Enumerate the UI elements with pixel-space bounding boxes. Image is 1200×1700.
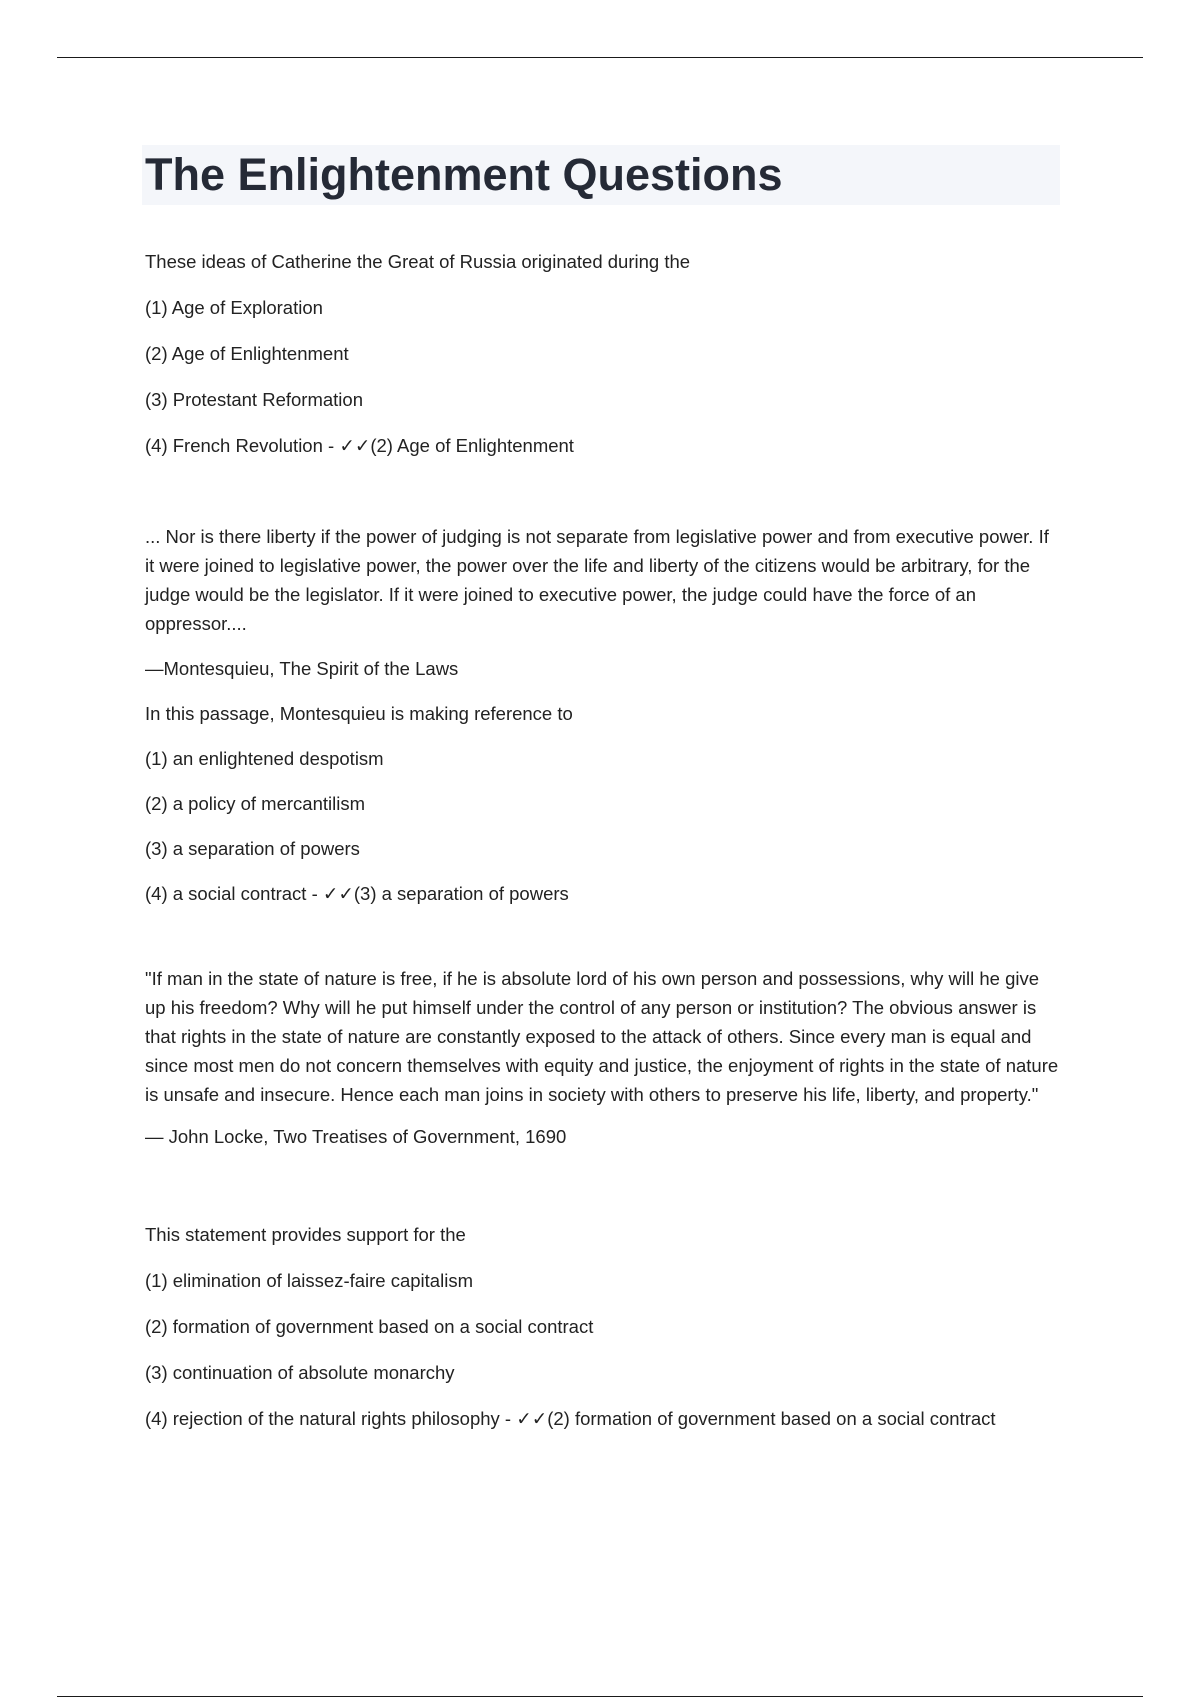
question-stem: These ideas of Catherine the Great of Russia originated during the <box>145 251 691 272</box>
answer-option-with-key: (4) French Revolution - ✓✓(2) Age of Enlightenment <box>145 435 574 456</box>
answer-option: (3) a separation of powers <box>145 838 360 859</box>
top-rule <box>57 57 1143 58</box>
title-banner <box>142 145 1060 205</box>
page-title: The Enlightenment Questions <box>145 149 783 200</box>
answer-option: (2) Age of Enlightenment <box>145 343 349 364</box>
answer-option-with-key: (4) a social contract - ✓✓(3) a separation of powers <box>145 883 569 904</box>
source-passage: "If man in the state of nature is free, if he is absolute lord of his own person and possessions, why will he give up his freedom? Why will he put himself under the control of any person or institution? The obvious answer is that rights in the state of nature are constantly exposed to the attack of others. Since every man is equal and since most men do not concern themselves with equity and justice, the enjoyment of rights in the state of nature is unsafe and insecure. Hence each man joins in society with others to preserve his life, liberty, and property." <box>145 968 1059 1105</box>
answer-option: (1) Age of Exploration <box>145 297 323 318</box>
document-body <box>145 145 1060 1450</box>
spacer <box>145 1168 1060 1220</box>
answer-option: (1) elimination of laissez-faire capitalism <box>145 1270 473 1291</box>
answer-option: (2) a policy of mercantilism <box>145 793 366 814</box>
passage-attribution: — John Locke, Two Treatises of Government, 1690 <box>145 1126 567 1147</box>
question-3 <box>145 964 1060 1433</box>
answer-option: (3) Protestant Reformation <box>145 389 363 410</box>
question-1 <box>145 247 1060 460</box>
answer-option-with-key: (4) rejection of the natural rights philosophy - ✓✓(2) formation of government based on a social contract <box>145 1408 996 1429</box>
question-2 <box>145 522 1060 908</box>
answer-option: (1) an enlightened despotism <box>145 748 384 769</box>
source-passage: ... Nor is there liberty if the power of judging is not separate from legislative power and from executive power. If it were joined to legislative power, the power over the life and liberty of the citizens would be arbitrary, for the judge would be the legislator. If it were joined to executive power, the judge could have the force of an oppressor.... <box>145 526 1049 634</box>
question-stem: This statement provides support for the <box>145 1224 466 1245</box>
passage-attribution: —Montesquieu, The Spirit of the Laws <box>145 658 459 679</box>
bottom-rule <box>57 1696 1143 1697</box>
answer-option: (3) continuation of absolute monarchy <box>145 1362 455 1383</box>
answer-option: (2) formation of government based on a social contract <box>145 1316 594 1337</box>
question-stem: In this passage, Montesquieu is making reference to <box>145 703 573 724</box>
